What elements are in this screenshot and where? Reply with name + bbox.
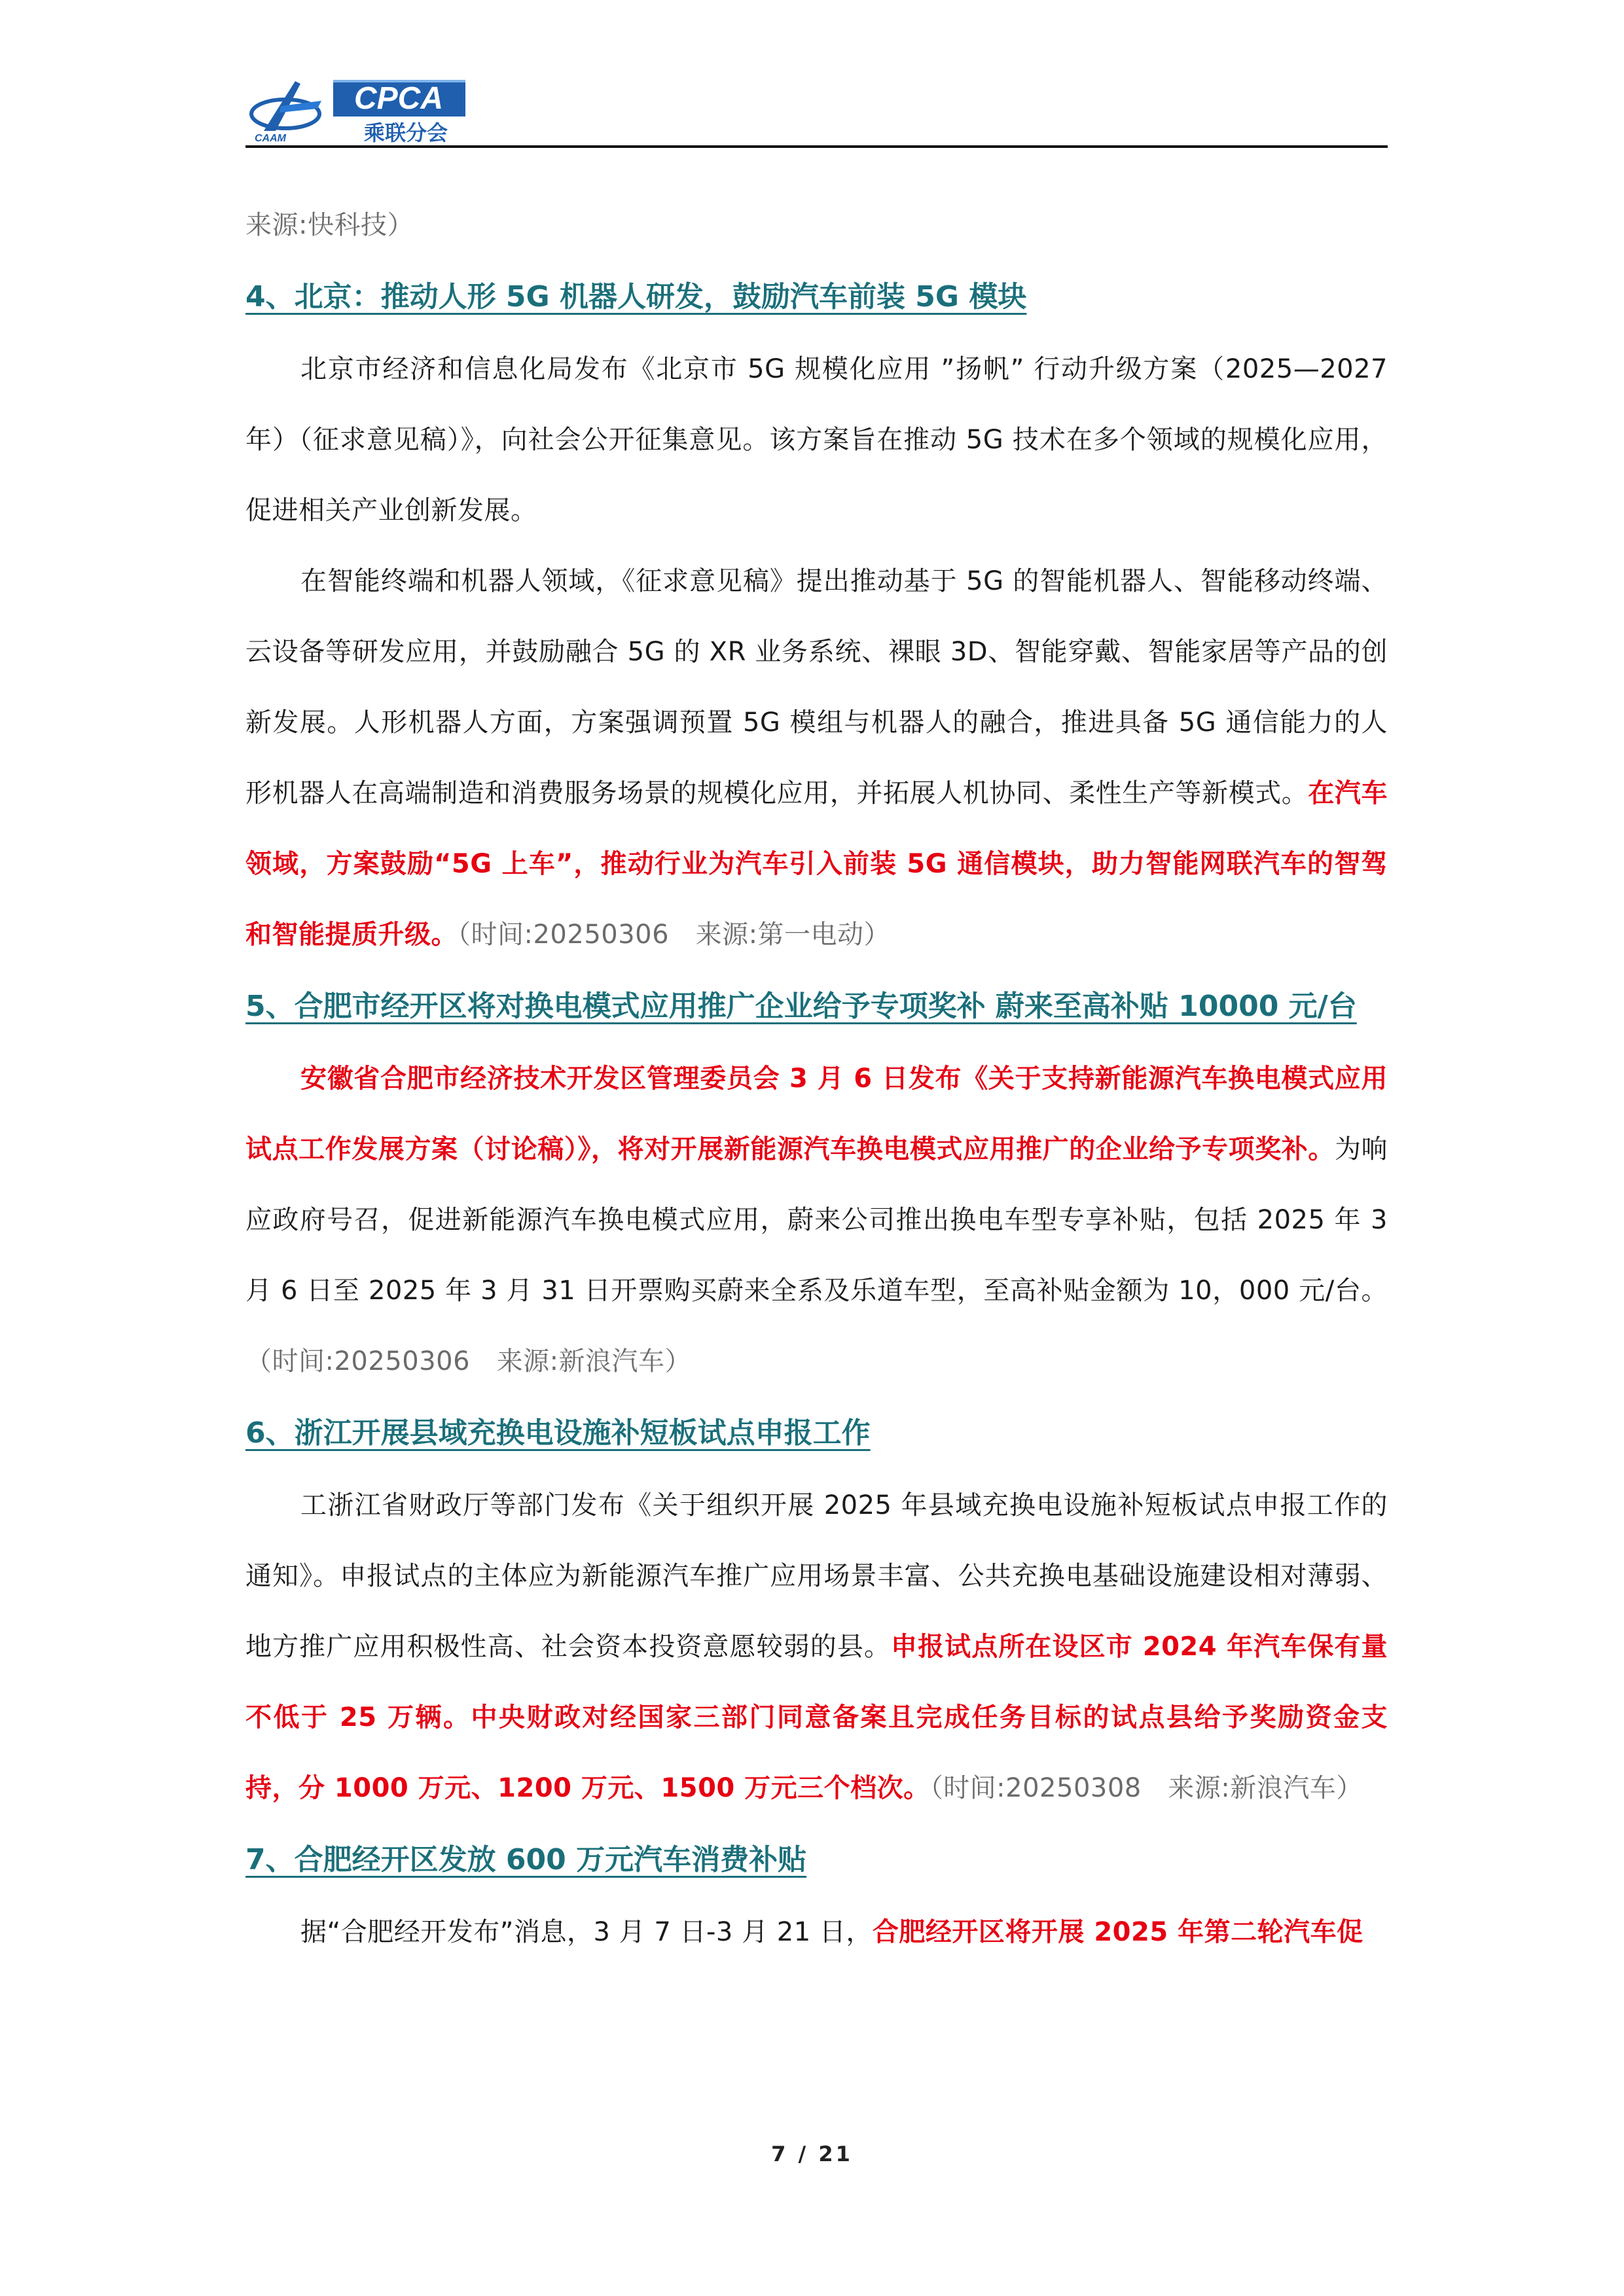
page-separator: /: [798, 2142, 809, 2166]
page-number: 7: [771, 2142, 789, 2166]
s7-p1-highlight: 合肥经开区将开展 2025 年第二轮汽车促: [872, 1917, 1363, 1947]
section-6-heading: 6、浙江开展县域充换电设施补短板试点申报工作: [245, 1416, 871, 1450]
section-6-paragraph-1: [245, 1470, 1388, 1823]
page-footer: [0, 2142, 1624, 2166]
intro-source: 来源:快科技）: [245, 210, 414, 240]
section-5-paragraph-1: [245, 1043, 1388, 1397]
cpca-logo: [249, 75, 472, 143]
logo-text: CPCA: [353, 81, 444, 116]
header-divider: [245, 145, 1388, 148]
section-4-paragraph-2: [245, 546, 1388, 970]
page-total: 21: [818, 2142, 853, 2166]
s4-p2-source: （时间:20250306 来源:第一电动）: [458, 920, 891, 950]
section-4-paragraph-1: 北京市经济和信息化局发布《北京市 5G 规模化应用 ”扬帆” 行动升级方案（2025—2027 年）（征求意见稿）》，向社会公开征集意见。该方案旨在推动 5G 技术在多个领域的规模化应用，促进相关产业创新发展。: [245, 354, 1388, 526]
s5-p1-text: 为响应政府号召，促进新能源汽车换电模式应用，蔚来公司推出换电车型专享补贴，包括 2025 年 3 月 6 日至 2025 年 3 月 31 日开票购买蔚来全系及乐道车型，至高补贴金额为 10，000 元/台。: [245, 1134, 1388, 1306]
section-5-heading: 5、合肥市经开区将对换电模式应用推广企业给予专项奖补 蔚来至高补贴 10000 元/台: [245, 990, 1357, 1023]
s5-p1-highlight: 安徽省合肥市经济技术开发区管理委员会 3 月 6 日发布《关于支持新能源汽车换电模式应用试点工作发展方案（讨论稿）》，将对开展新能源汽车换电模式应用推广的企业给予专项奖补。: [245, 1064, 1388, 1164]
logo-small-text: CAAM: [255, 133, 286, 143]
section-7-heading: 7、合肥经开区发放 600 万元汽车消费补贴: [245, 1843, 807, 1876]
s7-p1-text: 据“合肥经开发布”消息，3 月 7 日-3 月 21 日，: [300, 1917, 873, 1947]
s6-p1-text: 工浙江省财政厅等部门发布《关于组织开展 2025 年县域充换电设施补短板试点申报工作的通知》。申报试点的主体应为新能源汽车推广应用场景丰富、公共充换电基础设施建设相对薄弱、地方推广应用积极性高、社会资本投资意愿较弱的县。: [245, 1490, 1388, 1662]
s6-p1-highlight: 申报试点所在设区市 2024 年汽车保有量不低于 25 万辆。中央财政对经国家三部门同意备案且完成任务目标的试点县给予奖励资金支持，分 1000 万元、1200 万元、1500 万元三个档次。: [245, 1632, 1388, 1803]
document-body: [245, 190, 1388, 1967]
section-4-heading: 4、北京：推动人形 5G 机器人研发，鼓励汽车前装 5G 模块: [245, 280, 1027, 314]
s5-p1-source: （时间:20250306 来源:新浪汽车）: [245, 1346, 692, 1376]
page-header: [245, 71, 1388, 148]
s4-p2-highlight: 在汽车领域，方案鼓励“5G 上车”，推动行业为汽车引入前装 5G 通信模块，助力智能网联汽车的智驾和智能提质升级。: [245, 778, 1388, 950]
s6-p1-source: （时间:20250308 来源:新浪汽车）: [929, 1773, 1363, 1803]
logo-subtitle: 乘联分会: [364, 120, 448, 143]
section-7-paragraph-1: [245, 1897, 1388, 1967]
s4-p2-text: 在智能终端和机器人领域，《征求意见稿》提出推动基于 5G 的智能机器人、智能移动终端、云设备等研发应用，并鼓励融合 5G 的 XR 业务系统、裸眼 3D、智能穿戴、智能家居等产品的创新发展。人形机器人方面，方案强调预置 5G 模组与机器人的融合，推进具备 5G 通信能力的人形机器人在高端制造和消费服务场景的规模化应用，并拓展人机协同、柔性生产等新模式。: [245, 566, 1388, 808]
cpca-logo-graphic: [249, 75, 472, 143]
